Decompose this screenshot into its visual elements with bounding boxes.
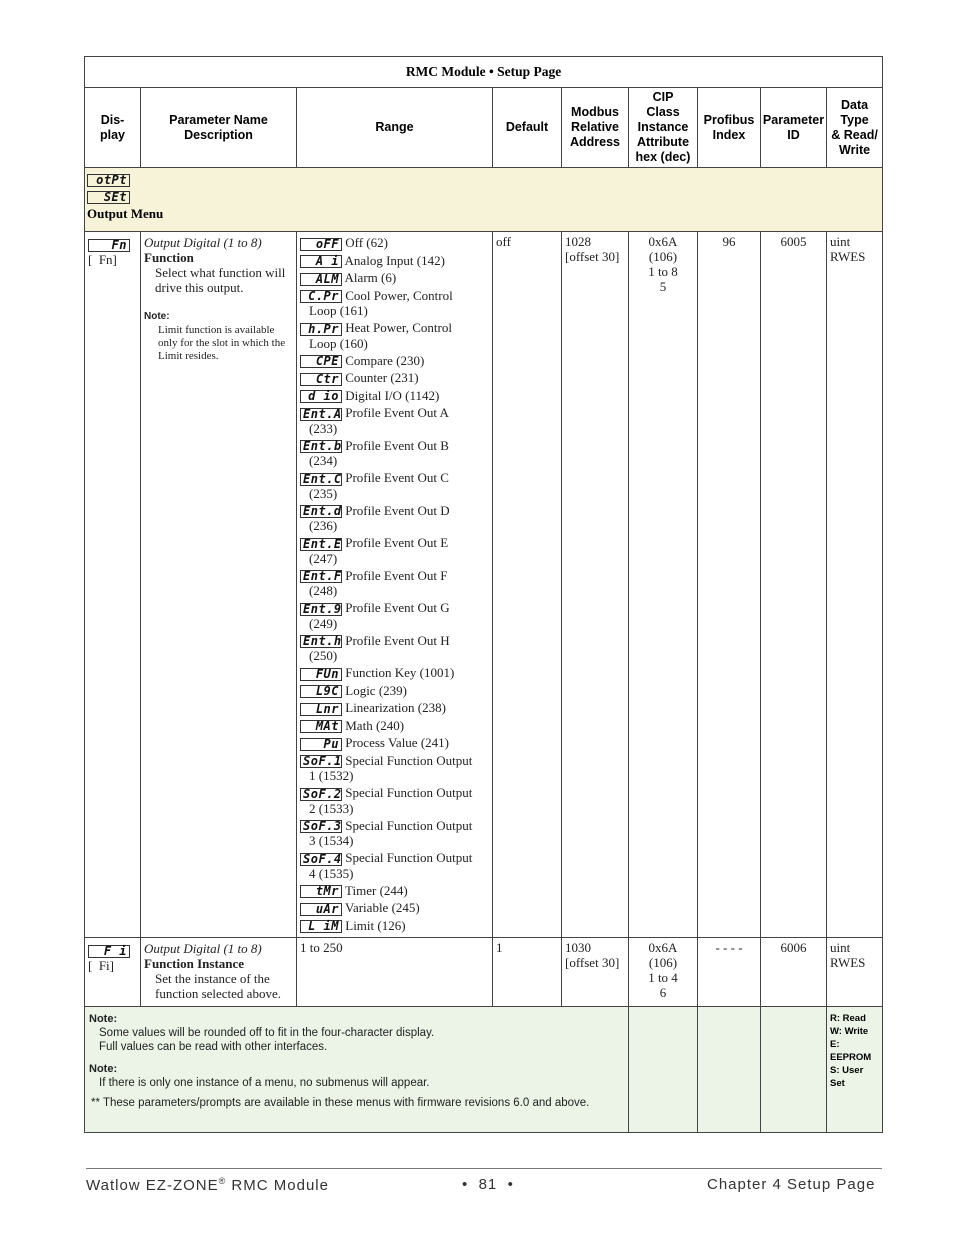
menu-label: Output Menu <box>87 206 164 221</box>
range-item <box>300 900 489 916</box>
footer-divider <box>86 1168 882 1169</box>
range-text: 1 to 250 <box>297 938 493 1007</box>
range-label: Heat Power, Control <box>345 320 452 336</box>
range-label: Compare (230) <box>345 352 425 368</box>
display-text: [ Fn] <box>88 251 117 267</box>
range-item <box>300 370 489 386</box>
range-label: Timer (244) <box>345 882 408 898</box>
range-lcd: Ent.d <box>300 505 342 518</box>
range-lcd: h.Pr <box>300 323 342 336</box>
cip-value: (106) <box>648 249 678 264</box>
param-name-italic: Output Digital (1 to 8) <box>144 941 262 957</box>
range-lcd: Ent.A <box>300 408 342 421</box>
range-lcd: tMr <box>300 885 342 898</box>
profibus-index: 96 <box>698 232 761 938</box>
range-label-cont: 4 (1535) <box>309 865 354 881</box>
note-text: Limit function is available only for the slot in which the Limit resides. <box>158 324 286 362</box>
param-name-bold: Function Instance <box>144 956 245 972</box>
param-name-bold: Function <box>144 250 194 265</box>
range-label: Counter (231) <box>345 370 419 386</box>
range-lcd: MAt <box>300 720 342 733</box>
range-item <box>300 235 489 251</box>
cip-value: 0x6A <box>648 940 678 956</box>
range-label-cont: Loop (160) <box>309 335 368 351</box>
legend-write: W: Write <box>830 1026 869 1038</box>
range-lcd: Lnr <box>300 703 342 716</box>
range-item <box>300 700 489 716</box>
range-label: Logic (239) <box>345 682 407 698</box>
range-label: Special Function Output <box>345 752 473 768</box>
range-label-cont: (249) <box>309 615 338 631</box>
data-type: uint <box>830 234 851 249</box>
footer-product: RMC Module <box>226 1177 329 1194</box>
range-label: Math (240) <box>345 717 405 733</box>
range-lcd: uAr <box>300 903 342 916</box>
footer-brand: Watlow EZ-ZONE <box>86 1177 219 1194</box>
col-header-display: Dis- play <box>85 88 141 168</box>
default-value: off <box>493 232 562 938</box>
range-lcd: Ctr <box>300 373 342 386</box>
range-item <box>300 600 489 631</box>
registered-mark: ® <box>218 1176 227 1186</box>
legend-read: R: Read <box>830 1013 866 1025</box>
range-lcd: SoF.2 <box>300 788 342 801</box>
param-name-italic: Output Digital (1 to 8) <box>144 235 262 250</box>
range-item <box>300 633 489 664</box>
range-item <box>300 353 489 369</box>
range-label: Analog Input (142) <box>344 252 445 268</box>
range-item <box>300 665 489 681</box>
range-label: Linearization (238) <box>345 700 446 716</box>
legend-user-set: S: User Set <box>830 1065 864 1090</box>
col-header-modbus: Modbus Relative Address <box>562 88 629 168</box>
default-value: 1 <box>493 938 562 1007</box>
note-label: Note: <box>144 311 170 322</box>
range-label-cont: 1 (1532) <box>309 768 354 784</box>
range-label: Profile Event Out H <box>345 632 450 648</box>
range-label: Special Function Output <box>345 785 473 801</box>
range-label-cont: 3 (1534) <box>309 833 354 849</box>
range-item <box>300 735 489 751</box>
range-lcd: SoF.4 <box>300 853 342 866</box>
col-header-cip: CIP Class Instance Attribute hex (dec) <box>629 88 698 168</box>
range-label: Off (62) <box>345 235 388 250</box>
range-item <box>300 503 489 534</box>
range-item <box>300 850 489 881</box>
range-item <box>300 818 489 849</box>
modbus-address: 1030 <box>565 940 591 956</box>
read-write: RWES <box>830 955 866 971</box>
col-header-data-type: Data Type & Read/ Write <box>827 88 883 168</box>
range-lcd: L iM <box>300 920 342 933</box>
param-description: Set the instance of the function selected above. <box>155 971 281 1002</box>
col-header-parameter-id: Parameter ID <box>761 88 827 168</box>
range-lcd: Ent.F <box>300 570 342 583</box>
modbus-offset: [offset 30] <box>565 955 620 971</box>
range-label-cont: (234) <box>309 453 338 469</box>
range-label: Profile Event Out D <box>345 502 450 518</box>
menu-lcd-top: otPt <box>87 174 130 187</box>
param-description: Select what function will drive this output. <box>155 265 286 295</box>
range-item <box>300 718 489 734</box>
parameter-id: 6006 <box>761 938 827 1007</box>
range-label-cont: (250) <box>309 648 338 664</box>
range-lcd: SoF.3 <box>300 820 342 833</box>
range-label: Profile Event Out F <box>345 567 448 583</box>
range-item <box>300 405 489 436</box>
range-item <box>300 918 489 934</box>
range-item <box>300 785 489 816</box>
range-lcd: oFF <box>300 238 342 251</box>
display-lcd: Fn <box>88 239 130 252</box>
range-item <box>300 388 489 404</box>
range-lcd: CPE <box>300 355 342 368</box>
table-row <box>85 938 883 1007</box>
cip-value: (106) <box>648 955 678 971</box>
range-label: Profile Event Out G <box>345 600 450 616</box>
col-header-range: Range <box>297 88 493 168</box>
cip-value: 6 <box>659 985 667 1001</box>
parameter-table <box>84 56 883 1133</box>
col-header-parameter-name: Parameter Name Description <box>141 88 297 168</box>
range-item <box>300 253 489 269</box>
range-label: Function Key (1001) <box>345 665 455 681</box>
range-label-cont: (247) <box>309 550 338 566</box>
range-label: Profile Event Out E <box>345 535 449 551</box>
range-lcd: ALM <box>300 273 342 286</box>
range-lcd: Ent.9 <box>300 603 342 616</box>
range-lcd: FUn <box>300 668 342 681</box>
range-label: Cool Power, Control <box>345 287 453 303</box>
legend-eeprom: E: EEPROM <box>830 1039 872 1064</box>
range-label: Profile Event Out B <box>345 437 449 453</box>
parameter-id: 6005 <box>761 232 827 938</box>
range-lcd: SoF.1 <box>300 755 342 768</box>
range-item <box>300 535 489 566</box>
profibus-index: - - - - <box>698 938 761 1007</box>
note-label: Note: <box>89 1063 118 1076</box>
notes-row <box>85 1007 883 1133</box>
range-label-cont: (236) <box>309 518 338 534</box>
range-lcd: A i <box>300 255 342 268</box>
cip-value: 5 <box>659 279 667 294</box>
range-label: Limit (126) <box>345 917 406 933</box>
range-lcd: C.Pr <box>300 290 342 303</box>
range-label-cont: (235) <box>309 485 338 501</box>
menu-row <box>85 168 883 232</box>
range-label: Alarm (6) <box>344 270 397 286</box>
range-lcd: L9C <box>300 685 342 698</box>
range-lcd: Ent.b <box>300 440 342 453</box>
range-lcd: Ent.C <box>300 473 342 486</box>
range-label: Digital I/O (1142) <box>345 387 440 403</box>
range-label: Profile Event Out A <box>345 405 449 421</box>
menu-lcd-bottom: SEt <box>87 191 130 204</box>
range-lcd: d io <box>300 390 342 403</box>
range-label-cont: 2 (1533) <box>309 800 354 816</box>
note-text: Full values can be read with other interfaces. <box>99 1041 328 1054</box>
display-lcd: F i <box>88 945 130 958</box>
cip-value: 1 to 8 <box>648 264 678 279</box>
modbus-offset: [offset 30] <box>565 249 620 264</box>
range-item <box>300 883 489 899</box>
read-write: RWES <box>830 249 866 264</box>
range-list <box>300 235 489 933</box>
range-label: Variable (245) <box>345 900 420 916</box>
range-item <box>300 568 489 599</box>
range-item <box>300 288 489 319</box>
range-lcd: Pu <box>300 738 342 751</box>
note-text: If there is only one instance of a menu, no submenus will appear. <box>99 1077 430 1090</box>
range-label: Process Value (241) <box>345 735 449 751</box>
range-lcd: Ent.E <box>300 538 342 551</box>
col-header-profibus: Profibus Index <box>698 88 761 168</box>
footer-chapter: Chapter 4 Setup Page <box>707 1176 876 1193</box>
range-item <box>300 470 489 501</box>
footnote-firmware: ** These parameters/prompts are available in these menus with firmware revisions 6.0 and above. <box>91 1097 590 1110</box>
range-label-cont: (248) <box>309 583 338 599</box>
display-text: [ Fi] <box>88 957 114 973</box>
cip-value: 0x6A <box>648 234 678 249</box>
modbus-address: 1028 <box>565 234 591 249</box>
header-row <box>85 88 883 168</box>
range-lcd: Ent.h <box>300 635 342 648</box>
cip-value: 1 to 4 <box>648 970 678 986</box>
range-label: Profile Event Out C <box>345 470 449 486</box>
footer-left <box>86 1176 329 1194</box>
note-text: Some values will be rounded off to fit in the four-character display. <box>99 1027 435 1040</box>
page-number: • 81 • <box>462 1176 514 1193</box>
range-item <box>300 683 489 699</box>
range-item <box>300 320 489 351</box>
data-type: uint <box>830 940 851 956</box>
range-item <box>300 270 489 286</box>
range-label-cont: Loop (161) <box>309 303 368 319</box>
range-label: Special Function Output <box>345 850 473 866</box>
table-row <box>85 232 883 938</box>
range-item <box>300 438 489 469</box>
range-item <box>300 753 489 784</box>
col-header-default: Default <box>493 88 562 168</box>
table-title: RMC Module • Setup Page <box>85 57 883 88</box>
range-label-cont: (233) <box>309 420 338 436</box>
range-label: Special Function Output <box>345 817 473 833</box>
note-label: Note: <box>89 1013 118 1026</box>
